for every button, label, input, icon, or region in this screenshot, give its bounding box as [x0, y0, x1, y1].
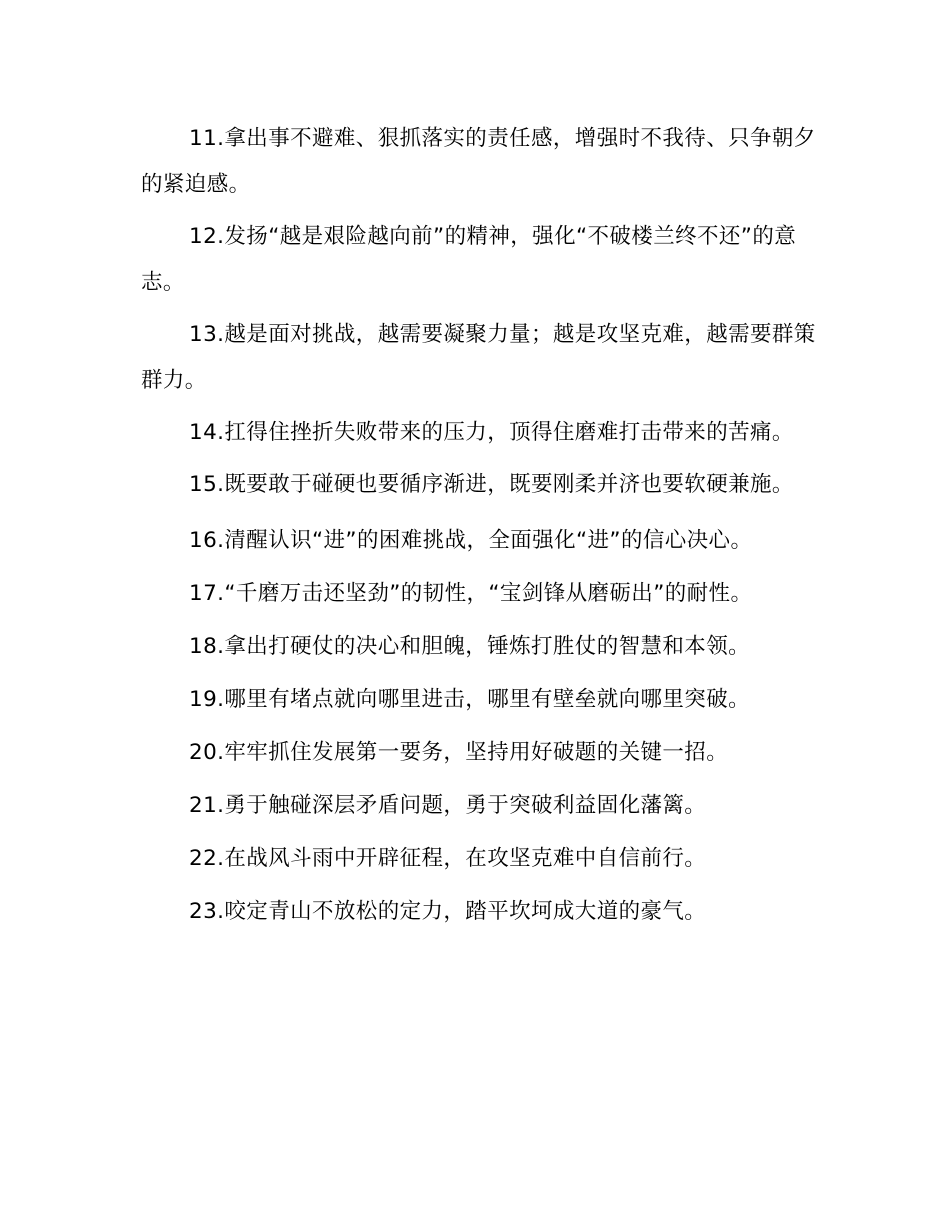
paragraph-20: 20.牢牢抓住发展第一要务，坚持用好破题的关键一招。 — [189, 740, 729, 765]
paragraph-17: 17.“千磨万击还坚劲”的韧性，“宝剑锋从磨砺出”的耐性。 — [189, 581, 753, 606]
paragraph-22: 22.在战风斗雨中开辟征程，在攻坚克难中自信前行。 — [189, 846, 707, 871]
paragraph-16: 16.清醒认识“进”的困难挑战，全面强化“进”的信心决心。 — [189, 528, 753, 553]
paragraph-23: 23.咬定青山不放松的定力，踏平坎坷成大道的豪气。 — [189, 899, 707, 924]
paragraph-21: 21.勇于触碰深层矛盾问题，勇于突破利益固化藩篱。 — [189, 793, 707, 818]
paragraph-12: 12.发扬“越是艰险越向前”的精神，强化“不破楼兰终不还”的意志。 — [141, 224, 797, 295]
paragraph-11: 11.拿出事不避难、狠抓落实的责任感，增强时不我待、只争朝夕的紧迫感。 — [141, 126, 816, 197]
paragraph-14: 14.扛得住挫折失败带来的压力，顶得住磨难打击带来的苦痛。 — [189, 420, 794, 445]
paragraph-15: 15.既要敢于碰硬也要循序渐进，既要刚柔并济也要软硬兼施。 — [189, 472, 794, 497]
paragraph-19: 19.哪里有堵点就向哪里进击，哪里有壁垒就向哪里突破。 — [189, 687, 750, 712]
paragraph-18: 18.拿出打硬仗的决心和胆魄，锤炼打胜仗的智慧和本领。 — [189, 634, 750, 659]
document-body — [141, 116, 821, 938]
paragraph-13: 13.越是面对挑战，越需要凝聚力量；越是攻坚克难，越需要群策群力。 — [141, 322, 816, 393]
